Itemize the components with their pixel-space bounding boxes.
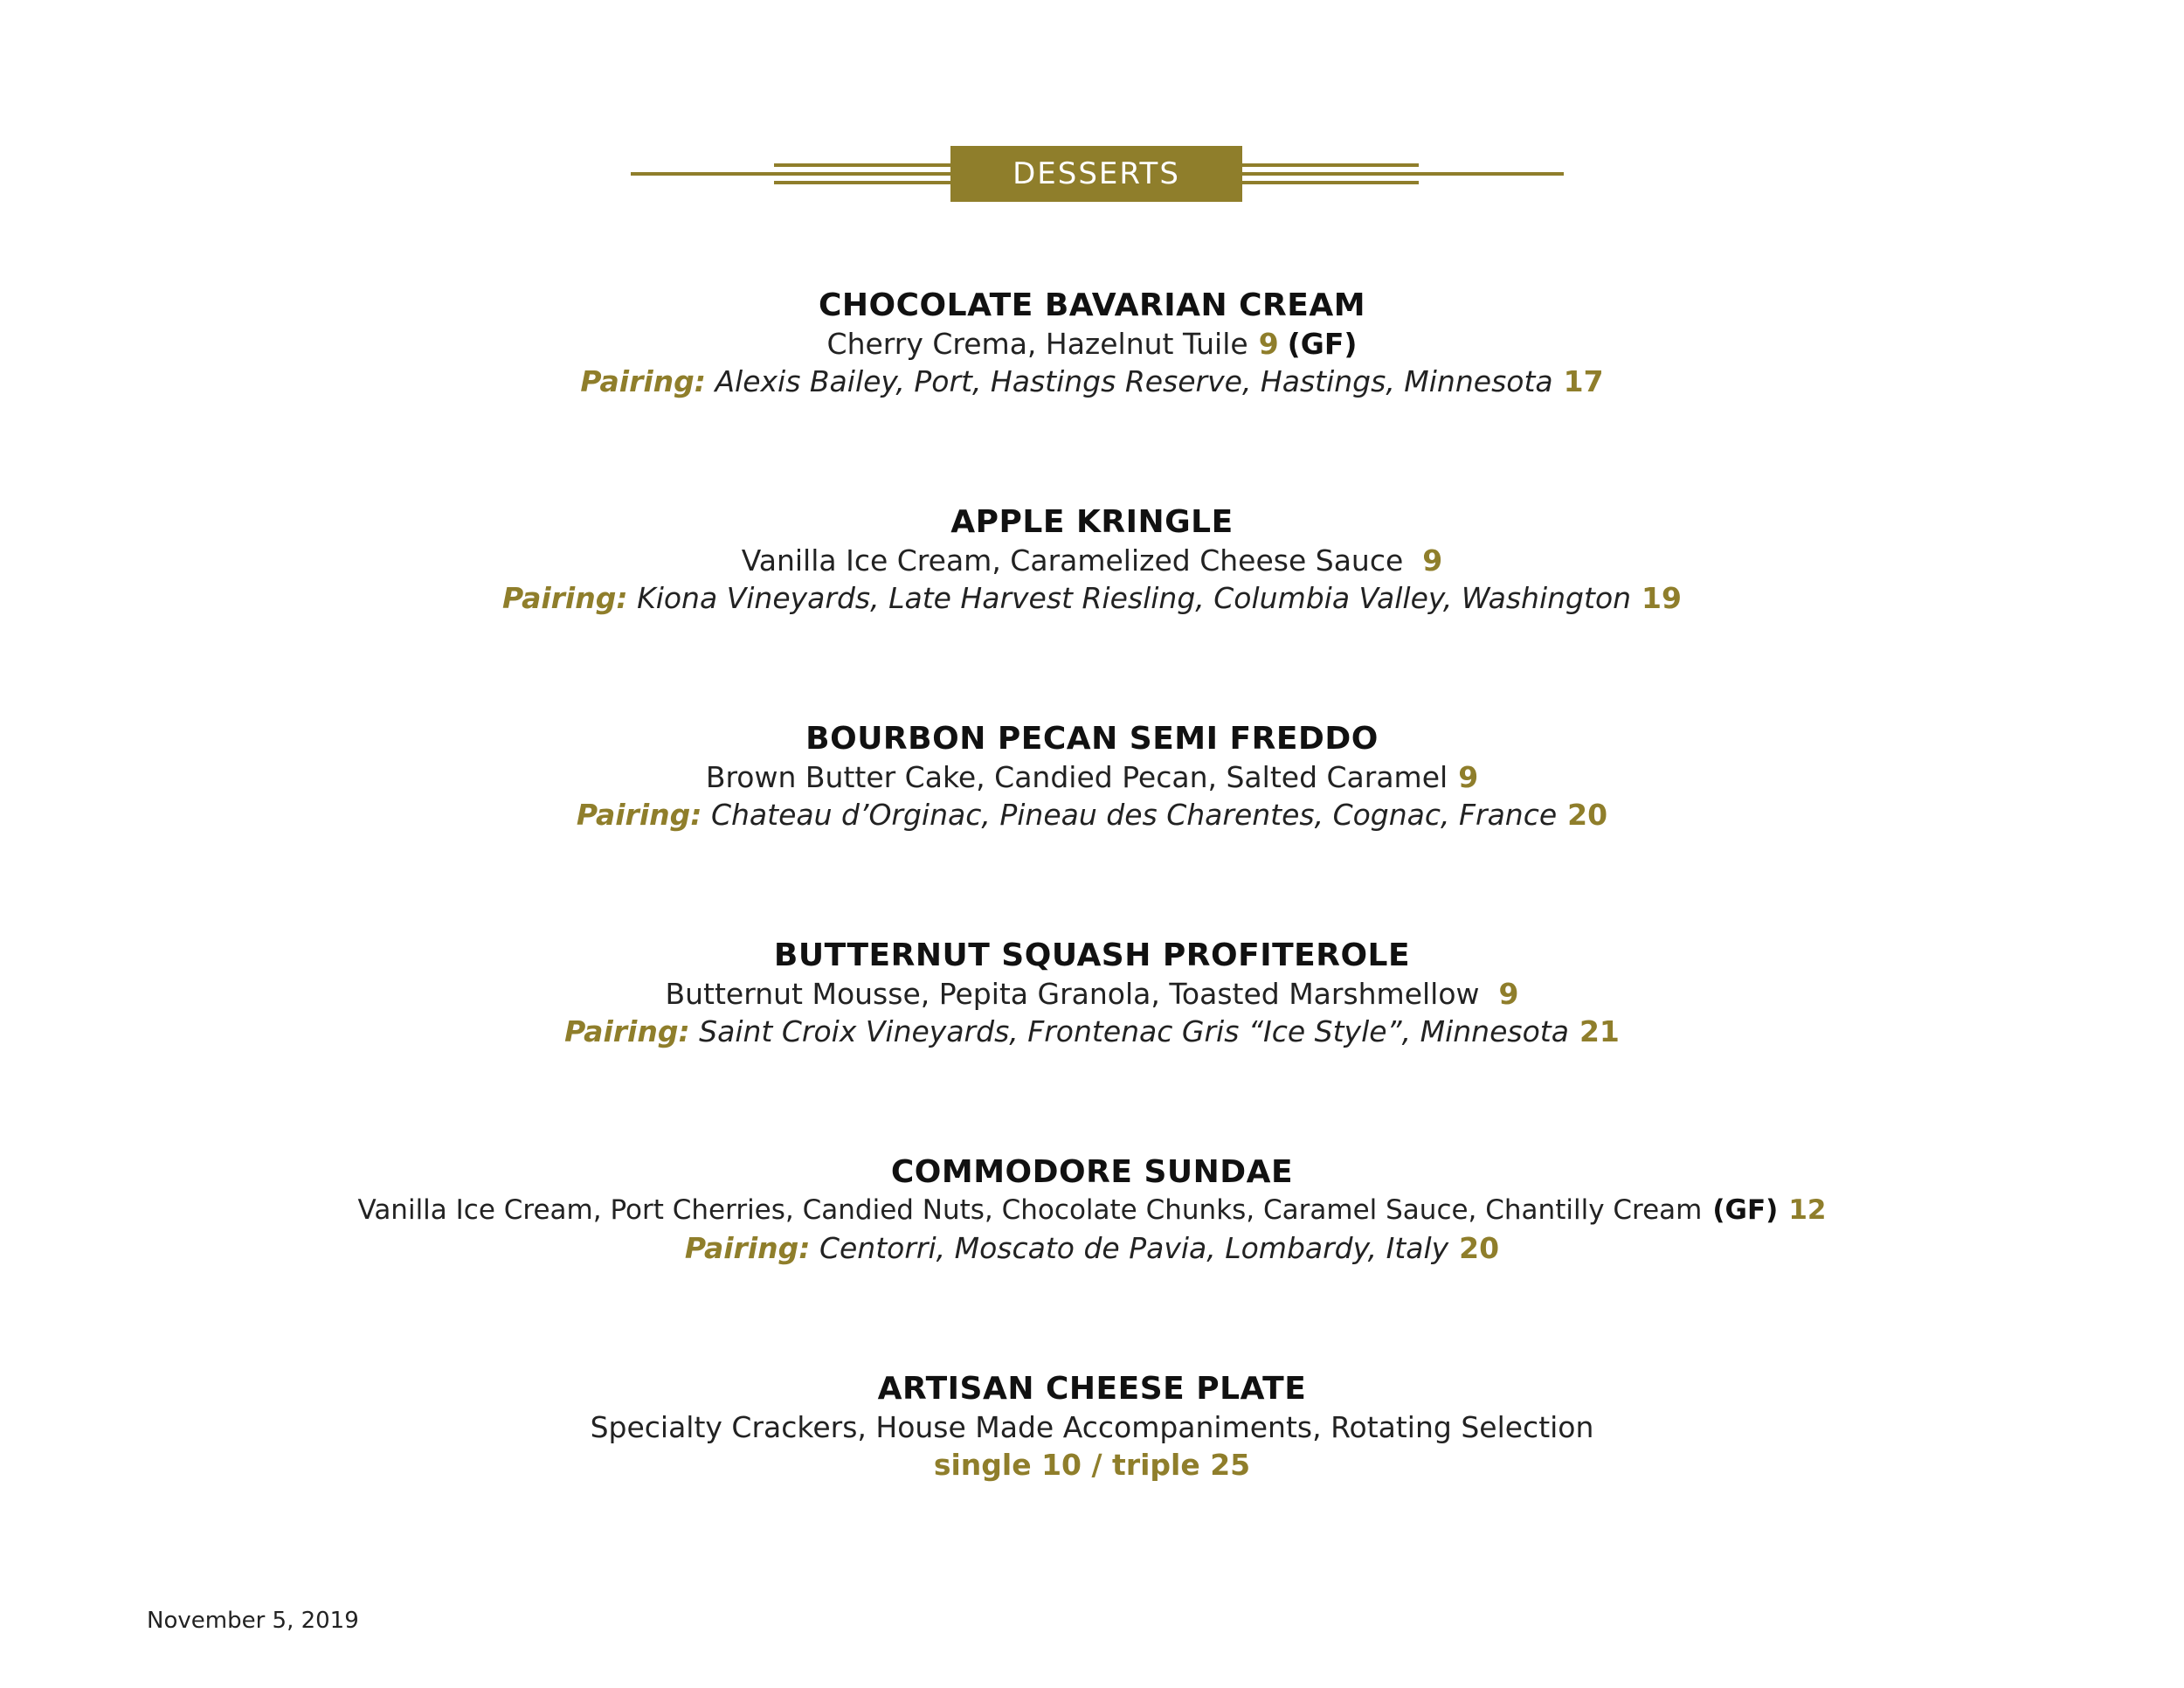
item-name: BUTTERNUT SQUASH PROFITEROLE bbox=[773, 937, 1411, 973]
section-title: DESSERTS bbox=[950, 146, 1242, 202]
item-description-line bbox=[0, 325, 2184, 363]
item-price: 9 bbox=[1258, 327, 1279, 361]
menu-item bbox=[0, 937, 2184, 1050]
header-rule-left-long bbox=[631, 172, 950, 176]
header-rule-left-short-bottom bbox=[774, 181, 950, 184]
menu-date: November 5, 2019 bbox=[147, 1608, 359, 1634]
header-rule-right-short-bottom bbox=[1242, 181, 1419, 184]
pairing-label: Pairing: bbox=[564, 1014, 690, 1048]
menu-item bbox=[0, 720, 2184, 834]
menu-item bbox=[0, 287, 2184, 400]
section-header bbox=[631, 146, 1564, 202]
pairing-wine: Kiona Vineyards, Late Harvest Riesling, Columbia Valley, Washington bbox=[637, 581, 1632, 615]
item-description-line bbox=[0, 542, 2184, 579]
item-description: Vanilla Ice Cream, Port Cherries, Candied Nuts, Chocolate Chunks, Caramel Sauce, Chantilly Cream bbox=[357, 1194, 1703, 1226]
pairing-price: 17 bbox=[1563, 364, 1604, 398]
item-description: Cherry Crema, Hazelnut Tuile bbox=[826, 327, 1248, 361]
item-price: 12 bbox=[1788, 1194, 1827, 1226]
pairing-line bbox=[0, 363, 2184, 400]
pairing-line bbox=[0, 1013, 2184, 1050]
menu-item bbox=[0, 503, 2184, 617]
item-name: ARTISAN CHEESE PLATE bbox=[877, 1371, 1307, 1407]
gluten-free-tag: (GF) bbox=[1287, 327, 1358, 361]
pairing-wine: Alexis Bailey, Port, Hastings Reserve, Hastings, Minnesota bbox=[715, 364, 1553, 398]
item-price: 9 bbox=[1422, 543, 1443, 578]
gluten-free-tag: (GF) bbox=[1712, 1194, 1779, 1226]
header-rule-right-long bbox=[1242, 172, 1564, 176]
item-name: BOURBON PECAN SEMI FREDDO bbox=[805, 721, 1379, 757]
header-rule-right-short-top bbox=[1242, 163, 1419, 167]
menu-item bbox=[0, 1370, 2184, 1484]
pairing-wine: Saint Croix Vineyards, Frontenac Gris “Ice Style”, Minnesota bbox=[699, 1014, 1569, 1048]
item-price-line: single 10 / triple 25 bbox=[933, 1448, 1251, 1482]
pairing-label: Pairing: bbox=[502, 581, 628, 615]
pairing-wine: Chateau d’Orginac, Pineau des Charentes, Cognac, France bbox=[710, 798, 1558, 832]
pairing-label: Pairing: bbox=[684, 1231, 811, 1265]
pairing-label: Pairing: bbox=[576, 798, 702, 832]
pairing-line bbox=[0, 579, 2184, 617]
item-description-line bbox=[0, 758, 2184, 796]
item-price: 9 bbox=[1498, 977, 1519, 1011]
item-description: Specialty Crackers, House Made Accompaniments, Rotating Selection bbox=[590, 1410, 1594, 1444]
menu-item bbox=[0, 1153, 2184, 1267]
item-description-line bbox=[0, 1192, 2184, 1229]
pairing-price: 19 bbox=[1641, 581, 1682, 615]
item-name: APPLE KRINGLE bbox=[950, 504, 1234, 540]
pairing-price: 20 bbox=[1567, 798, 1608, 832]
item-name: CHOCOLATE BAVARIAN CREAM bbox=[818, 287, 1366, 323]
pairing-price: 20 bbox=[1459, 1231, 1500, 1265]
pairing-line bbox=[0, 1229, 2184, 1267]
item-description: Brown Butter Cake, Candied Pecan, Salted Caramel bbox=[705, 760, 1448, 794]
item-description-line bbox=[0, 975, 2184, 1013]
item-name: COMMODORE SUNDAE bbox=[890, 1154, 1294, 1190]
item-price: 9 bbox=[1458, 760, 1479, 794]
pairing-line bbox=[0, 796, 2184, 834]
header-rule-left-short-top bbox=[774, 163, 950, 167]
pairing-price: 21 bbox=[1579, 1014, 1620, 1048]
item-description: Butternut Mousse, Pepita Granola, Toasted Marshmellow bbox=[665, 977, 1480, 1011]
pairing-label: Pairing: bbox=[580, 364, 706, 398]
pairing-wine: Centorri, Moscato de Pavia, Lombardy, Italy bbox=[819, 1231, 1449, 1265]
item-description: Vanilla Ice Cream, Caramelized Cheese Sauce bbox=[741, 543, 1404, 578]
